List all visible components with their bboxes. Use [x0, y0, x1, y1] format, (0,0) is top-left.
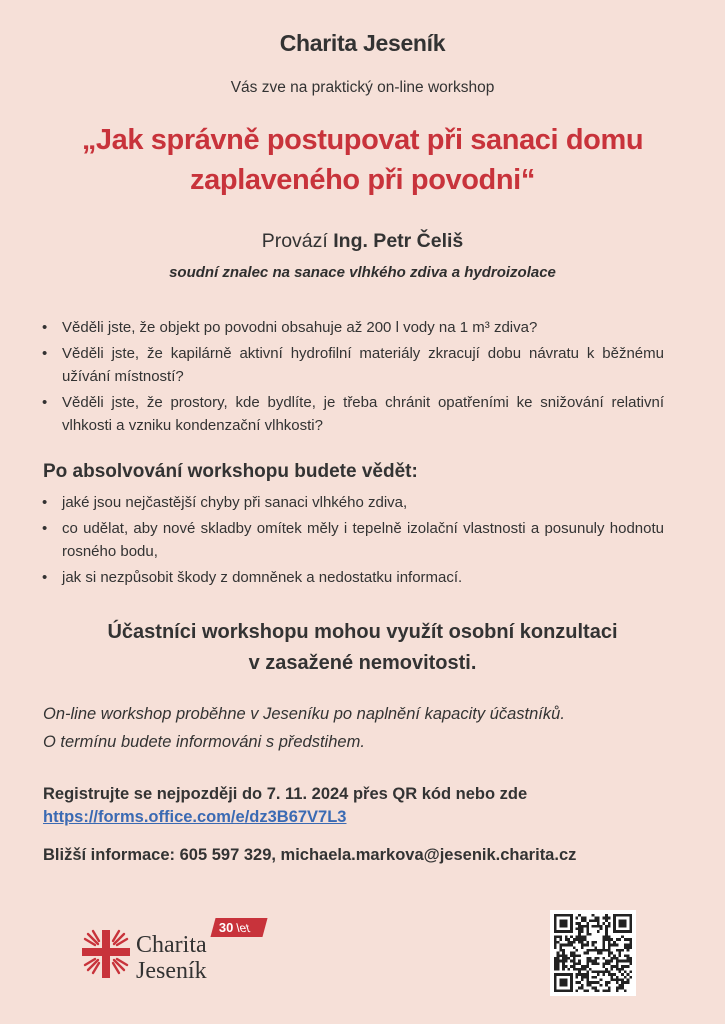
contact-info: Bližší informace: 605 597 329, michaela.markova@jesenik.charita.cz — [43, 846, 577, 864]
badge-word: let — [234, 921, 252, 935]
workshop-title-line2: zaplaveného při povodni“ — [190, 164, 535, 196]
badge-number: 30 — [218, 920, 234, 935]
org-title: Charita Jeseník — [279, 30, 446, 56]
caritas-cross-icon — [80, 928, 132, 980]
question-list — [40, 316, 664, 440]
anniversary-badge — [210, 918, 267, 937]
list-item: • Věděli jste, že kapilárně aktivní hydrofilní materiály zkracují dobu návratu k běžnému užívání místností? — [40, 342, 664, 388]
qr-code-icon[interactable] — [550, 910, 636, 996]
workshop-title-line1: „Jak správně postupovat při sanaci domu — [81, 124, 644, 156]
invite-text: Vás zve na praktický on-line workshop — [230, 79, 495, 96]
list-item: • jaké jsou nejčastější chyby při sanaci vlhkého zdiva, — [40, 491, 664, 514]
guide-line — [0, 230, 725, 253]
outcome-list — [40, 491, 664, 592]
qr-code-graphic — [554, 914, 632, 992]
guide-role: soudní znalec na sanace vlhkého zdiva a hydroizolace — [169, 264, 556, 281]
list-item: • Věděli jste, že prostory, kde bydlíte, je třeba chránit opatřeními ke snižování relativní vlhkosti a vzniku kondenzační vlhkosti? — [40, 391, 664, 437]
charita-logo — [80, 918, 270, 993]
guide-prefix: Provází — [261, 230, 334, 252]
note-line1: On-line workshop proběhne v Jeseníku po naplnění kapacity účastníků. — [43, 705, 565, 723]
consult-line2: v zasažené nemovitosti. — [248, 652, 477, 674]
guide-name: Ing. Petr Čeliš — [333, 230, 464, 252]
list-item: • Věděli jste, že objekt po povodni obsahuje až 200 l vody na 1 m³ zdiva? — [40, 316, 664, 339]
list-item: • co udělat, aby nové skladby omítek měly i tepelně izolační vlastnosti a posunuly hodnotu rosného bodu, — [40, 517, 664, 563]
logo-text-charita: Charita — [136, 932, 207, 958]
registration-text: Registrujte se nejpozději do 7. 11. 2024 přes QR kód nebo zde — [43, 785, 528, 803]
list-item: • jak si nezpůsobit škody z domněnek a nedostatku informací. — [40, 566, 664, 589]
registration-link[interactable]: https://forms.office.com/e/dz3B67V7L3 — [43, 808, 347, 826]
consult-line1: Účastníci workshopu mohou využít osobní konzultaci — [107, 621, 618, 643]
after-heading: Po absolvování workshopu budete vědět: — [43, 461, 418, 482]
logo-text-jesenik: Jeseník — [136, 958, 207, 984]
note-line2: O termínu budete informováni s předstihem. — [43, 733, 365, 751]
